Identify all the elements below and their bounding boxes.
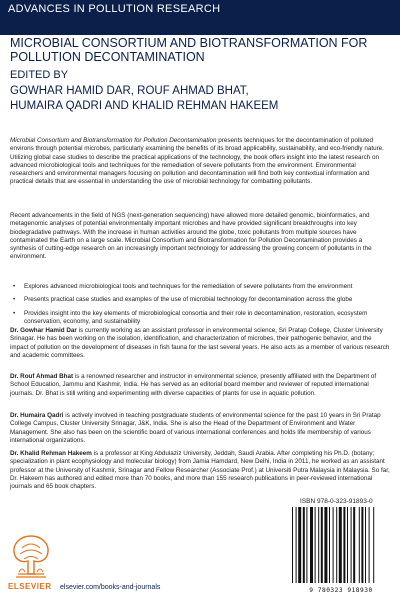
bio-text: is a renowned researcher and instructor in environmental science, presently affiliated with the Department of School Education, Jammu and Kashmir, India. He has served as an editorial board member and reviewer of reputed international journals. Dr. Bhat is still writing and experimenting with diverse capacities of plants for use in aquatic pollution. xyxy=(10,373,377,397)
bio-name: Dr. Humaira Qadri xyxy=(10,412,64,419)
barcode-icon xyxy=(288,505,394,587)
feature-item: • Provides insight into the key elements of microbiological consortia and their role in decontamination, restoration, ecosystem conservation, economy, and sustainability xyxy=(10,310,390,327)
editors xyxy=(10,84,390,114)
edited-by-label: EDITED BY xyxy=(10,69,69,81)
feature-item: • Explores advanced microbiological tools and techniques for the remediation of severe pollutants from the environment xyxy=(10,283,390,291)
isbn: ISBN 978-0-323-91893-0 xyxy=(300,498,373,505)
series-name: ADVANCES IN POLLUTION RESEARCH xyxy=(8,3,221,15)
feature-list xyxy=(10,283,390,331)
bio-name: Dr. Khalid Rehman Hakeem xyxy=(10,450,92,457)
bio-text: is currently working as an assistant professor in environmental science, Sri Pratap College, Cluster University Srinagar. He has been working on the isolation, identification, and characterization of microbes, their pathogenic behavior, and the impact of pollution on the development of diseases in fish fauna for the last several years. He also acts as a member of various research and academic committees. xyxy=(10,327,390,359)
barcode-digits: 9 780323 918930 xyxy=(309,587,373,594)
elsevier-tree-logo xyxy=(8,530,54,580)
editors-line-1: GOWHAR HAMID DAR, ROUF AHMAD BHAT, xyxy=(10,85,249,97)
bio-gowhar-hamid-dar xyxy=(10,327,390,360)
publisher-name: ELSEVIER xyxy=(8,582,52,591)
book-title: MICROBIAL CONSORTIUM AND BIOTRANSFORMATION FOR POLLUTION DECONTAMINATION xyxy=(10,36,368,64)
blurb-paragraph-2: Recent advancements in the field of NGS (next-generation sequencing) have allowed more detailed genomic, bioinformatics, and metagenomic analyses of potential environmentally important microbes and have provided significant breakthroughs into key biodegradative pathways. With the increase in human activities around the globe, toxic pollutants from multiple sources have contaminated the Earth on a large scale. Microbial Consortium and Biotransformation for Pollution Decontamination provides a synthesis of cutting-edge research on an increasingly important technology for addressing the growing concern of pollutants in the environment. xyxy=(10,212,372,261)
bio-text: is a professor at King Abdulaziz University, Jeddah, Saudi Arabia. After completing his Ph.D. (botany; specialization in plant ecophysiology and molecular biology) from Jamia Hamdard, New Delhi, India in 2011, he worked as an assistant professor at the University of Kashmir, Srinagar and Fellow Researcher (Associate Prof.) at Universiti Putra Malaysia in Malaysia. So far, Dr. Hakeem has authored and edited more than 70 books, and more than 155 research publications in peer-reviewed international journals and 65 book chapters. xyxy=(10,450,390,491)
publisher-url[interactable]: elsevier.com/books-and-journals xyxy=(60,584,161,591)
bio-humaira-qadri xyxy=(10,412,390,445)
blurb-paragraph-1 xyxy=(10,137,390,187)
bio-name: Dr. Gowhar Hamid Dar xyxy=(10,327,77,334)
bio-khalid-rehman-hakeem xyxy=(10,450,390,491)
series-banner xyxy=(0,0,400,35)
bio-text: is actively involved in teaching postgraduate students of environmental science for the past 10 years in Sri Pratap College Campus, Cluster University Srinagar, J&K, India. She is also the Head of the Department of Environment and Water Management. She also has been on the scientific board of various international conferences and holds life membership of various international organizations. xyxy=(10,412,381,444)
bio-name: Dr. Rouf Ahmad Bhat xyxy=(10,373,74,380)
feature-item: • Presents practical case studies and examples of the use of microbial technology for decontamination across the globe xyxy=(10,296,390,304)
bio-rouf-ahmad-bhat xyxy=(10,373,390,398)
editors-line-2: HUMAIRA QADRI AND KHALID REHMAN HAKEEM xyxy=(10,100,279,112)
blurb-book-title: Microbial Consortium and Biotransformation for Pollution Decontamination xyxy=(10,137,217,144)
blurb-paragraph-1-text: presents techniques for the decontamination of polluted environs through potential microbes, particularly examining the benefits of its broad applicability, sustainability, and eco-friendly nature. Utilizing global case studies to describe the practical applications of the technology, the book offers insight into the latest research on advanced microbiological tools and techniques for the remediation of severe pollutants from the environment. Environmental researchers and environmental managers focusing on pollution and decontamination will find both key contextual information and practical details that are essential in understanding the use of microbial technology for combatting pollutants. xyxy=(10,137,384,186)
